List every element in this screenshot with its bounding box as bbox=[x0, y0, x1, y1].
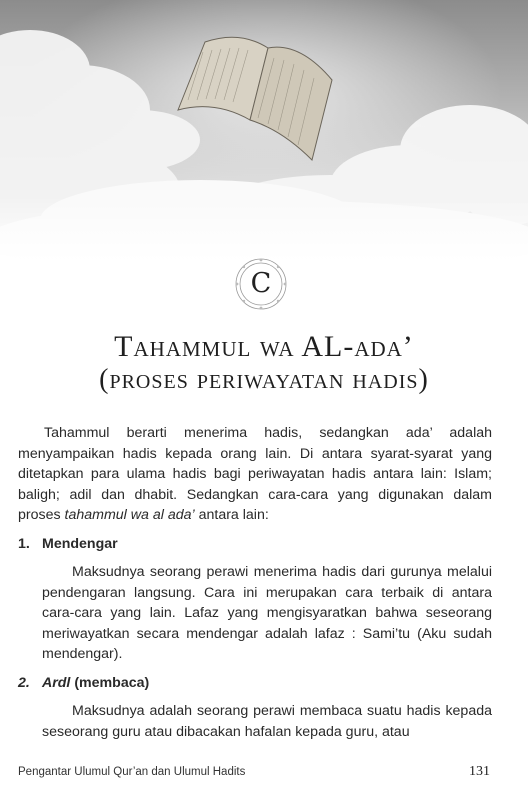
item-title-suffix: (membaca) bbox=[70, 674, 150, 691]
running-footer-title: Pengantar Ulumul Qur’an dan Ulumul Hadits bbox=[18, 766, 246, 778]
item-heading-2 bbox=[18, 673, 492, 694]
chapter-badge bbox=[234, 257, 288, 311]
intro-text: Tahammul berarti menerima hadis, sedangkan ada’ adalah menyampaikan hadis kepada orang lain. Di antara syarat-syarat yang ditetapkan para ulama hadis bagi periwayatan hadis antara lain: Islam; baligh; adil dan dhabit. Sedangkan cara-cara yang digunakan dalam proses bbox=[18, 425, 492, 523]
intro-italic-term: tahammul wa al ada’ bbox=[64, 507, 195, 523]
chapter-title bbox=[0, 330, 528, 396]
page-number: 131 bbox=[469, 764, 490, 779]
intro-paragraph bbox=[18, 423, 492, 526]
chapter-title-line2: (proses periwayatan hadis) bbox=[99, 364, 429, 395]
header-illustration bbox=[0, 0, 528, 262]
item-number: 2. bbox=[18, 674, 30, 691]
body-content bbox=[18, 423, 492, 742]
item-number: 1. bbox=[18, 535, 30, 552]
chapter-letter: C bbox=[250, 268, 272, 299]
item-heading-1 bbox=[18, 534, 492, 555]
item-paragraph-1: Maksudnya seorang perawi menerima hadis dari gurunya melalui pendengaran langsung. Cara ini merupakan cara terbaik di antara cara-cara yang lain. Lafaz yang mengisyaratkan bahwa seseorang meriwayatkan secara mendengar adalah lafaz : Sami’tu (Aku sudah mendengar). bbox=[42, 564, 492, 662]
item-title: Mendengar bbox=[42, 535, 118, 552]
intro-text-end: antara lain: bbox=[194, 507, 269, 523]
chapter-title-line1: Tahammul wa AL-ada’ bbox=[114, 330, 414, 363]
page-footer bbox=[18, 764, 490, 780]
item-paragraph-2: Maksudnya adalah seorang perawi membaca suatu hadis kepada seseorang guru atau dibacakan hafalan kepada guru, atau bbox=[42, 703, 492, 740]
item-title: Ardl bbox=[42, 674, 71, 691]
